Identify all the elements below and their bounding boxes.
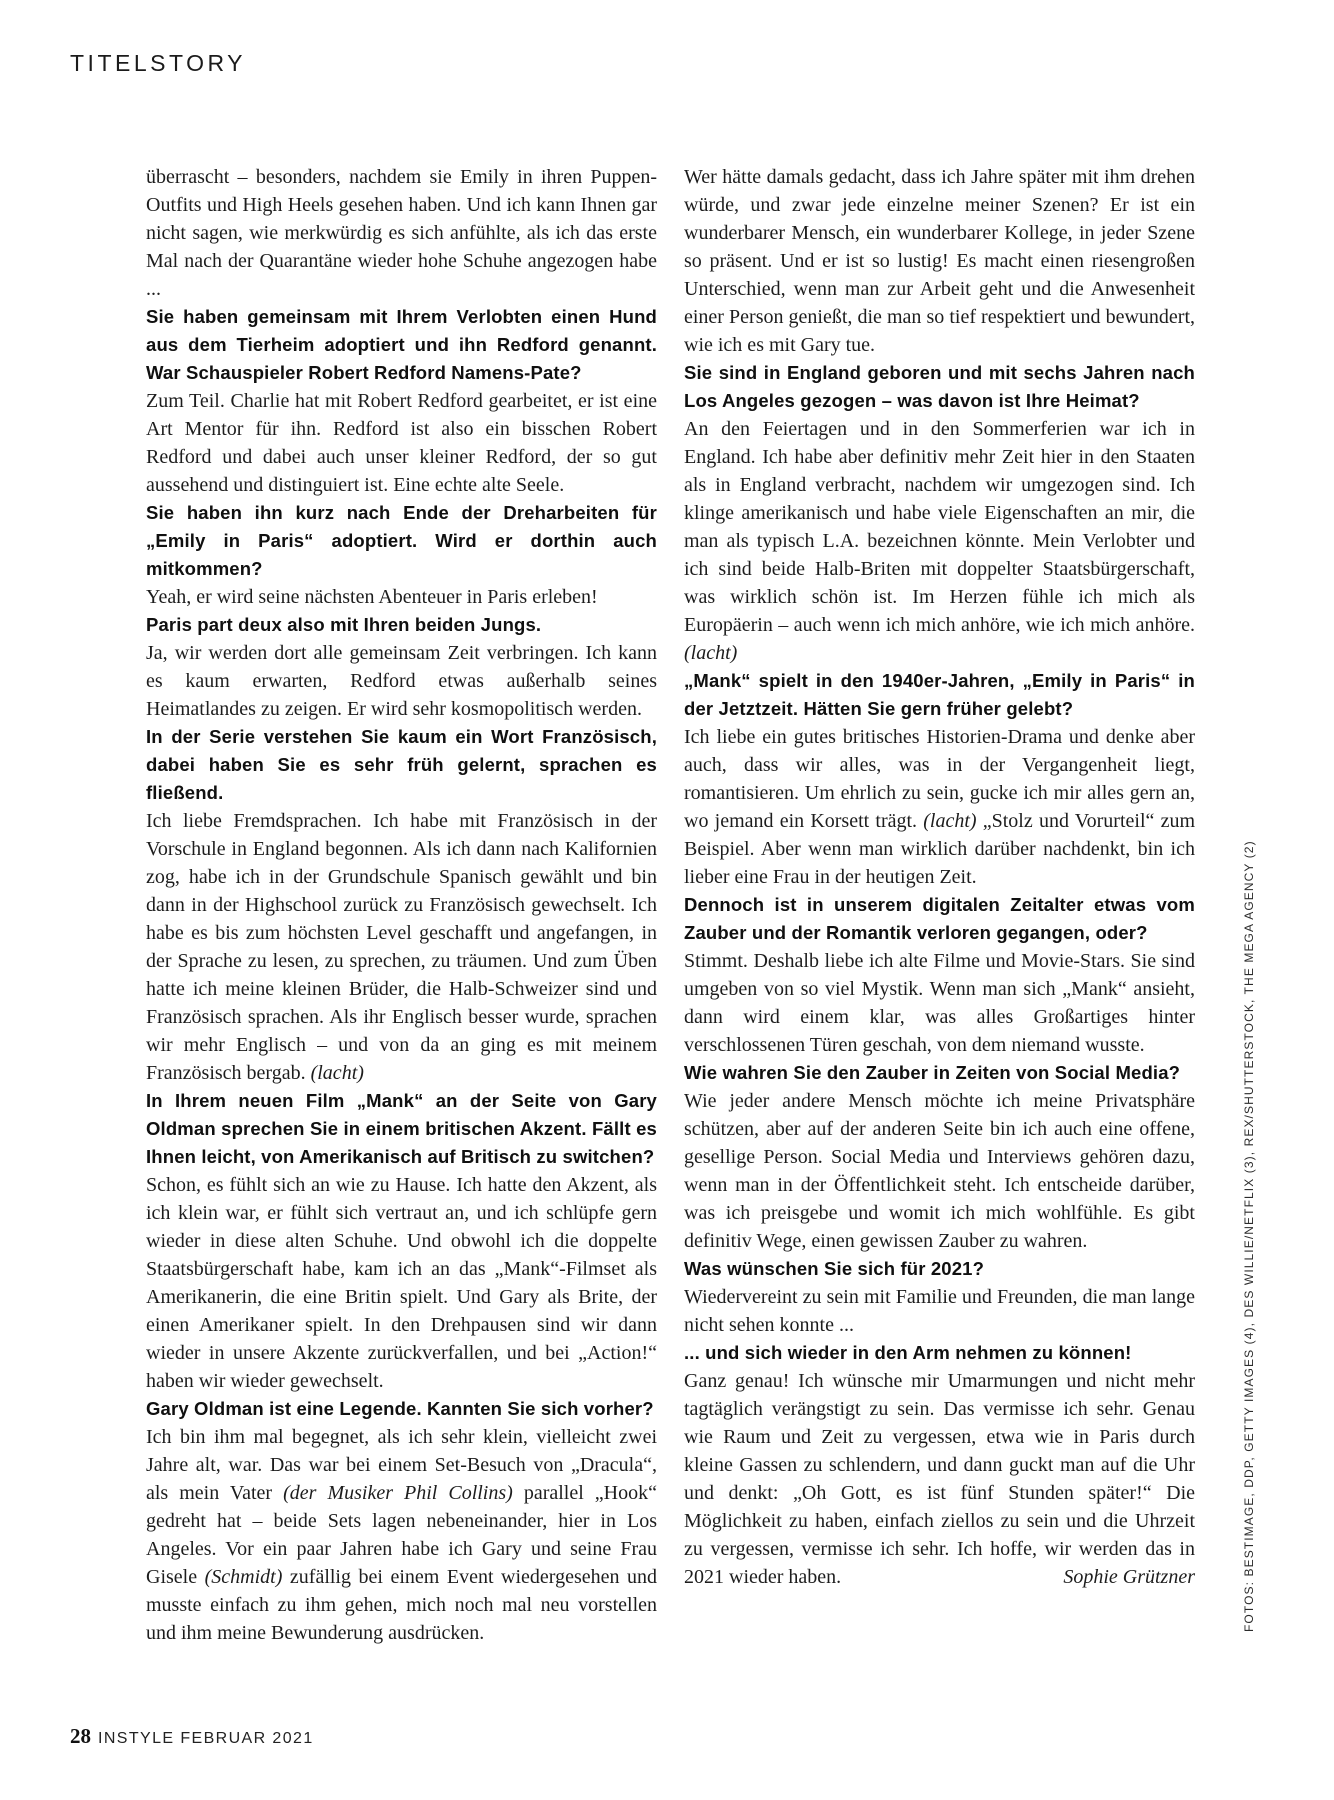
text-run: Yeah, er wird seine nächsten Abenteuer in Paris erleben! — [146, 586, 598, 608]
text-run: Gary Oldman ist eine Legende. Kannten Sie sich vorher? — [146, 1398, 654, 1419]
interview-answer — [146, 807, 657, 1087]
text-run: In Ihrem neuen Film „Mank“ an der Seite von Gary Oldman sprechen Sie in einem britischen Akzent. Fällt es Ihnen leicht, von Amerikanisch auf Britisch zu switchen? — [146, 1090, 657, 1167]
text-run: (lacht) — [310, 1062, 364, 1084]
interview-question — [146, 499, 657, 583]
article-column-right — [684, 163, 1195, 1647]
interview-question — [684, 1059, 1195, 1087]
text-run: Sie haben ihn kurz nach Ende der Dreharbeiten für „Emily in Paris“ adoptiert. Wird er dorthin auch mitkommen? — [146, 502, 657, 579]
author-byline: Sophie Grützner — [1063, 1566, 1195, 1588]
magazine-date: INSTYLE FEBRUAR 2021 — [98, 1730, 314, 1747]
article-body — [146, 163, 1195, 1647]
text-run: Wer hätte damals gedacht, dass ich Jahre später mit ihm drehen würde, und zwar jede einzelne meiner Szenen? Er ist ein wunderbarer Mensch, ein wunderbarer Kollege, in jeder Szene so präsent. Und er ist so lustig! Es macht einen riesengroßen Unterschied, wenn man zur Arbeit geht und die Anwesenheit einer Person genießt, die man so tief respektiert und bewundert, wie ich es mit Gary tue. — [684, 166, 1195, 356]
text-run: Ganz genau! Ich wünsche mir Umarmungen und nicht mehr tagtäglich verängstigt zu sein. Das vermisse ich sehr. Genau wie Raum und Zeit zu vergessen, etwa wie in Paris durch kleine Gassen zu schlendern, und dann guckt man auf die Uhr und denkt: „Oh Gott, es ist fünf Stunden später!“ Die Möglichkeit zu haben, einfach ziellos zu sein und die Uhrzeit zu vergessen, vermisse ich sehr. Ich hoffe, wir werden das in 2021 wieder haben. — [684, 1370, 1195, 1588]
text-run: Wie jeder andere Mensch möchte ich meine Privatsphäre schützen, aber auf der anderen Seite bin ich auch eine offene, gesellige Person. Social Media und Interviews gehören dazu, wenn man in der Öffentlichkeit steht. Ich entscheide darüber, was ich preisgebe und womit ich mich wohlfühle. Es gibt definitiv Wege, einen gewissen Zauber zu wahren. — [684, 1090, 1195, 1252]
page-number: 28 — [70, 1724, 91, 1748]
text-run: Paris part deux also mit Ihren beiden Jungs. — [146, 614, 542, 635]
page-footer — [70, 1724, 314, 1749]
interview-answer — [684, 723, 1195, 891]
interview-answer — [146, 387, 657, 499]
text-run: An den Feiertagen und in den Sommerferien war ich in England. Ich habe aber definitiv mehr Zeit hier in den Staaten als in England verbracht, nachdem wir umgezogen sind. Ich klinge amerikanisch und habe viele Eigenschaften an mir, die man als typisch L.A. bezeichnen könnte. Mein Verlobter und ich sind beide Halb-Briten mit doppelter Staatsbürgerschaft, was wirklich schön ist. Im Herzen fühle ich mich als Europäerin – auch wenn ich mich anhöre, wie ich mich anhöre. — [684, 418, 1195, 636]
interview-question — [146, 1087, 657, 1171]
text-run: Sie sind in England geboren und mit sechs Jahren nach Los Angeles gezogen – was davon ist Ihre Heimat? — [684, 362, 1195, 411]
text-run: Stimmt. Deshalb liebe ich alte Filme und Movie-Stars. Sie sind umgeben von so viel Mystik. Wenn man sich „Mank“ ansieht, dann wird einem klar, was alles Großartiges hinter verschlossenen Türen geschah, von dem niemand wusste. — [684, 950, 1195, 1056]
text-run: (Schmidt) — [204, 1566, 283, 1588]
text-run: Wiedervereint zu sein mit Familie und Freunden, die man lange nicht sehen konnte ... — [684, 1286, 1195, 1336]
interview-answer — [146, 583, 657, 611]
interview-question — [146, 723, 657, 807]
text-run: „Mank“ spielt in den 1940er-Jahren, „Emily in Paris“ in der Jetztzeit. Hätten Sie gern früher gelebt? — [684, 670, 1195, 719]
text-run: In der Serie verstehen Sie kaum ein Wort Französisch, dabei haben Sie es sehr früh gelernt, sprachen es fließend. — [146, 726, 657, 803]
interview-answer — [684, 1367, 1195, 1591]
interview-question — [146, 1395, 657, 1423]
text-run: Ich bin ihm mal begegnet, als ich sehr klein, vielleicht zwei Jahre alt, war. Das war bei einem Set-Besuch von „Dracula“, als mein Vater — [146, 1426, 657, 1504]
text-run: (lacht) — [684, 642, 738, 664]
interview-answer — [146, 1171, 657, 1395]
article-column-left — [146, 163, 657, 1647]
interview-question — [684, 359, 1195, 415]
interview-question — [684, 667, 1195, 723]
text-run: Ich liebe Fremdsprachen. Ich habe mit Französisch in der Vorschule in England begonnen. Als ich dann nach Kalifornien zog, habe ich in der Grundschule Spanisch gewählt und bin dann in der Highschool zurück zu Französisch gewechselt. Ich habe es bis zum höchsten Level geschafft und angefangen, in der Sprache zu lesen, zu sprechen, zu träumen. Und zum Üben hatte ich meine kleinen Brüder, die Halb-Schweizer sind und Französisch sprachen. Als ihr Englisch besser wurde, sprachen wir mehr Englisch – und von da an ging es mit meinem Französisch bergab. — [146, 810, 657, 1084]
interview-question — [684, 1339, 1195, 1367]
interview-answer — [146, 639, 657, 723]
photo-credit: FOTOS: BESTIMAGE, DDP, GETTY IMAGES (4), DES WILLIE/NETFLIX (3), REX/SHUTTERSTOCK, THE MEGA AGENCY (2) — [1242, 840, 1256, 1632]
text-run: Schon, es fühlt sich an wie zu Hause. Ich hatte den Akzent, als ich klein war, er fühlt sich vertraut an, und ich schlüpfe gern wieder in diese alten Schuhe. Und obwohl ich die doppelte Staatsbürgerschaft habe, kam ich an das „Mank“-Filmset als Amerikanerin, die eine Britin spielt. Und Gary als Brite, der einen Amerikaner spielt. In den Drehpausen sind wir dann wieder in unsere Akzente zurückverfallen, und bei „Action!“ haben wir wieder gewechselt. — [146, 1174, 657, 1392]
interview-answer — [146, 1423, 657, 1647]
text-run: Dennoch ist in unserem digitalen Zeitalter etwas vom Zauber und der Romantik verloren gegangen, oder? — [684, 894, 1195, 943]
text-run: (lacht) — [923, 810, 977, 832]
text-run: überrascht – besonders, nachdem sie Emily in ihren Puppen-Outfits und High Heels gesehen haben. Und ich kann Ihnen gar nicht sagen, wie merkwürdig es sich anfühlte, als ich das erste Mal nach der Quarantäne wieder hohe Schuhe angezogen habe ... — [146, 166, 657, 300]
interview-answer — [146, 163, 657, 303]
text-run: (der Musiker Phil Collins) — [283, 1482, 513, 1504]
text-run: Zum Teil. Charlie hat mit Robert Redford gearbeitet, er ist eine Art Mentor für ihn. Redford ist also ein bisschen Robert Redford und dabei auch unser kleiner Redford, der so gut aussehend und distinguiert ist. Eine echte alte Seele. — [146, 390, 657, 496]
text-run: parallel „Hook“ gedreht hat – beide Sets lagen nebeneinander, hier in Los Angeles. Vor ein paar Jahren habe ich Gary und seine Frau Gisele — [146, 1482, 658, 1588]
interview-question — [684, 891, 1195, 947]
interview-question — [146, 611, 657, 639]
interview-answer — [684, 1283, 1195, 1339]
interview-question — [684, 1255, 1195, 1283]
interview-answer — [684, 163, 1195, 359]
text-run: Ja, wir werden dort alle gemeinsam Zeit verbringen. Ich kann es kaum erwarten, Redford etwas außerhalb seines Heimatlandes zu zeigen. Er wird sehr kosmopolitisch werden. — [146, 642, 657, 720]
text-run: Ich liebe ein gutes britisches Historien-Drama und denke aber auch, dass wir alles, was in der Vergangenheit liegt, romantisieren. Um ehrlich zu sein, gucke ich mir alles gern an, wo jemand ein Korsett trägt. — [684, 726, 1195, 832]
text-run: Was wünschen Sie sich für 2021? — [684, 1258, 985, 1279]
text-run: ... und sich wieder in den Arm nehmen zu können! — [684, 1342, 1132, 1363]
section-label: TITELSTORY — [70, 50, 247, 76]
text-run: „Stolz und Vorurteil“ zum Beispiel. Aber wenn man wirklich darüber nachdenkt, bin ich lieber eine Frau in der heutigen Zeit. — [684, 810, 1196, 888]
text-run: Wie wahren Sie den Zauber in Zeiten von Social Media? — [684, 1062, 1181, 1083]
interview-question — [146, 303, 657, 387]
text-run: Sie haben gemeinsam mit Ihrem Verlobten einen Hund aus dem Tierheim adoptiert und ihn Redford genannt. War Schauspieler Robert Redford Namens-Pate? — [146, 306, 657, 383]
interview-answer — [684, 947, 1195, 1059]
interview-answer — [684, 1087, 1195, 1255]
interview-answer — [684, 415, 1195, 667]
text-run: zufällig bei einem Event wiedergesehen und musste einfach zu ihm gehen, mich noch mal neu vorstellen und ihm meine Bewunderung ausdrücken. — [146, 1566, 657, 1644]
